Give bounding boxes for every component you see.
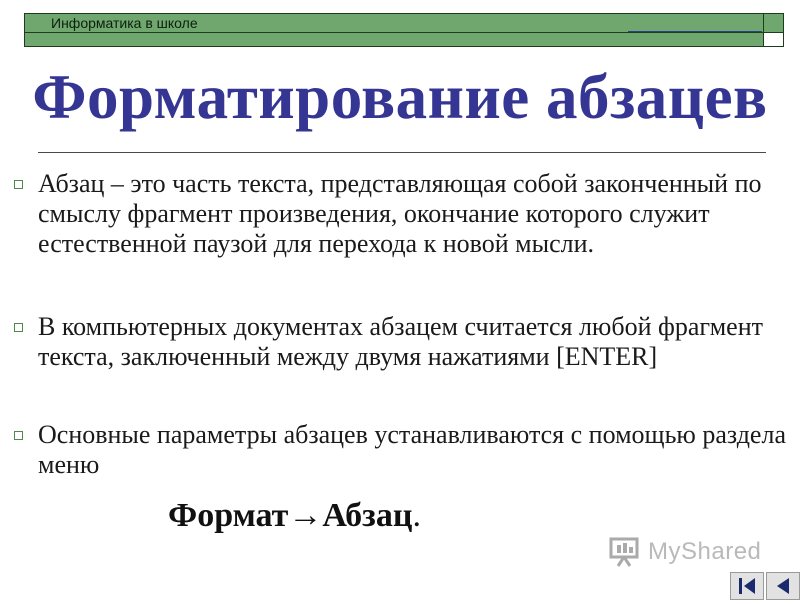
watermark-text: MyShared: [648, 538, 762, 565]
header-link-underline: [628, 31, 762, 32]
slide-title: Форматирование абзацев: [32, 62, 768, 132]
bullet-square-icon: [14, 180, 23, 189]
bullet-item: [38, 420, 788, 480]
menu-path-dot: .: [412, 497, 421, 534]
bullet-square-icon: [14, 323, 23, 332]
presentation-screen-icon: [608, 536, 642, 568]
bullet-text: Основные параметры абзацев устанавливаются с помощью раздела меню: [38, 420, 786, 479]
site-label: Информатика в школе: [51, 15, 198, 31]
header-bar-secondary: [24, 33, 784, 47]
bullet-item: [38, 169, 788, 259]
menu-path-text: Формат→Абзац: [168, 497, 413, 534]
bullet-text: Абзац – это часть текста, представляющая собой законченный по смыслу фрагмент произведения, окончание которого служит естественной паузой для перехода к новой мысли.: [38, 169, 762, 258]
first-slide-button[interactable]: [730, 572, 764, 600]
watermark: [608, 536, 768, 570]
title-divider: [38, 152, 766, 153]
menu-path: [168, 496, 421, 536]
first-slide-icon: [731, 573, 763, 599]
bullet-square-icon: [14, 431, 23, 440]
bullet-item: [38, 312, 788, 372]
header-bar: [24, 13, 784, 33]
previous-slide-button[interactable]: [766, 572, 800, 600]
previous-slide-icon: [767, 573, 799, 599]
header-bar-secondary-end-cell: [763, 33, 783, 46]
bullet-text: В компьютерных документах абзацем считается любой фрагмент текста, заключенный между двумя нажатиями [ENTER]: [38, 312, 763, 371]
header-bar-end-cell: [763, 14, 783, 32]
